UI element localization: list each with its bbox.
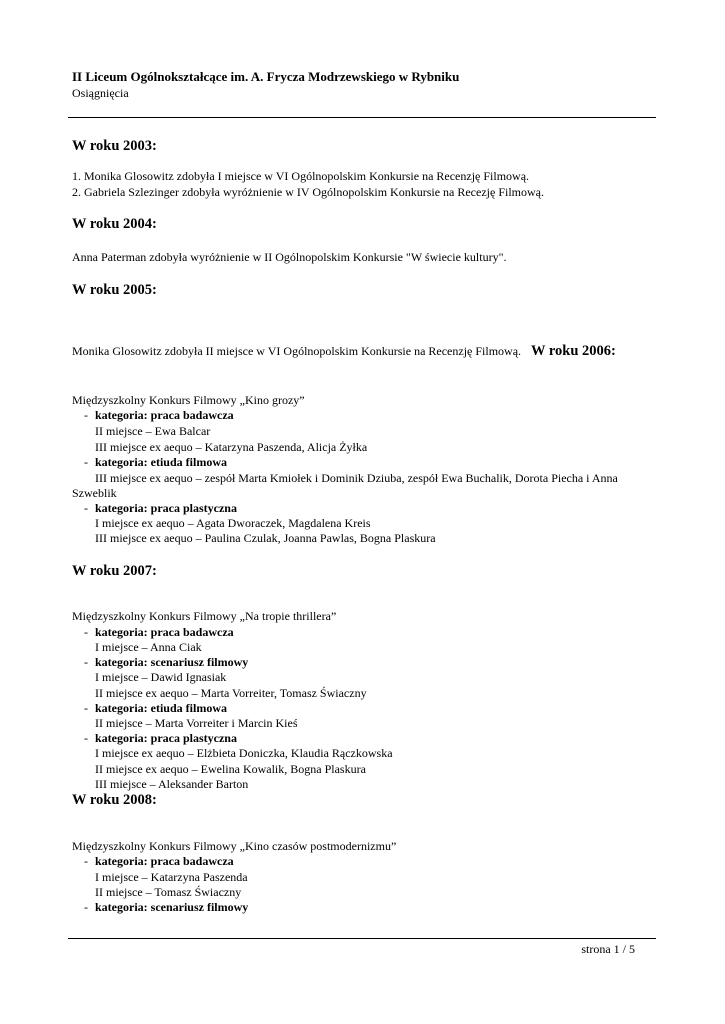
result-2006-1-1: II miejsce – Ewa Balcar [95,424,211,438]
heading-2003: W roku 2003: [72,138,157,154]
category-2007-2: kategoria: scenariusz filmowy [95,655,249,669]
heading-2004: W roku 2004: [72,216,157,232]
result-2006-2-1: III miejsce ex aequo – zespół Marta Kmiołek i Dominik Dziuba, zespół Ewa Buchalik, Dorota Piecha i Anna [95,471,618,485]
result-2006-3-2: III miejsce ex aequo – Paulina Czulak, Joanna Pawlas, Bogna Plaskura [95,531,436,545]
item-2003-1: 1. Monika Glosowitz zdobyła I miejsce w VI Ogólnopolskim Konkursie na Recenzję Filmową. [72,169,530,183]
heading-2005: W roku 2005: [72,282,157,298]
category-2008-2: kategoria: scenariusz filmowy [95,900,249,914]
result-2007-2-1: I miejsce – Dawid Ignasiak [95,670,227,684]
result-2007-1-1: I miejsce – Anna Ciak [95,640,202,654]
category-2008-1: kategoria: praca badawcza [95,854,234,868]
bullet: - [84,408,88,422]
bullet: - [84,501,88,515]
bullet: - [84,655,88,669]
result-2007-2-2: II miejsce ex aequo – Marta Vorreiter, Tomasz Świaczny [95,686,367,700]
result-2007-4-3: III miejsce – Aleksander Barton [95,777,249,791]
result-2007-4-2: II miejsce ex aequo – Ewelina Kowalik, Bogna Plaskura [95,762,366,776]
contest-2007: Międzyszkolny Konkurs Filmowy „Na tropie thrillera” [72,609,337,623]
text-2004: Anna Paterman zdobyła wyróżnienie w II Ogólnopolskim Konkursie "W świecie kultury". [72,250,507,264]
page-number: strona 1 / 5 [581,942,635,956]
contest-2008: Międzyszkolny Konkurs Filmowy „Kino czasów postmodernizmu” [72,839,397,853]
bullet: - [84,455,88,469]
heading-2006: W roku 2006: [531,343,616,359]
category-2006-2: kategoria: etiuda filmowa [95,455,227,469]
category-2006-3: kategoria: praca plastyczna [95,501,237,515]
result-2006-1-2: III miejsce ex aequo – Katarzyna Paszenda, Alicja Żyłka [95,440,368,454]
heading-2007: W roku 2007: [72,563,157,579]
bullet: - [84,854,88,868]
contest-2006: Międzyszkolny Konkurs Filmowy „Kino grozy” [72,393,305,407]
page-header-title: II Liceum Ogólnokształcące im. A. Frycza Modrzewskiego w Rybniku [72,69,460,84]
footer-divider [68,938,656,939]
header-divider [68,117,656,118]
result-2006-3-1: I miejsce ex aequo – Agata Dworaczek, Magdalena Kreis [95,516,371,530]
bullet: - [84,701,88,715]
bullet: - [84,900,88,914]
result-2008-1-1: I miejsce – Katarzyna Paszenda [95,870,248,884]
result-2006-2-1-cont: Szweblik [72,486,117,500]
category-2007-3: kategoria: etiuda filmowa [95,701,227,715]
category-2007-1: kategoria: praca badawcza [95,625,234,639]
bullet: - [84,625,88,639]
result-2008-1-2: II miejsce – Tomasz Świaczny [95,885,242,899]
text-2005: Monika Glosowitz zdobyła II miejsce w VI Ogólnopolskim Konkursie na Recenzję Filmową. [72,344,522,358]
heading-2008: W roku 2008: [72,792,157,808]
result-2007-4-1: I miejsce ex aequo – Elżbieta Doniczka, Klaudia Rączkowska [95,746,393,760]
result-2007-3-1: II miejsce – Marta Vorreiter i Marcin Kieś [95,716,298,730]
page-header-subtitle: Osiągnięcia [72,86,129,100]
bullet: - [84,731,88,745]
category-2006-1: kategoria: praca badawcza [95,408,234,422]
category-2007-4: kategoria: praca plastyczna [95,731,237,745]
item-2003-2: 2. Gabriela Szlezinger zdobyła wyróżnienie w IV Ogólnopolskim Konkursie na Recezję Filmową. [72,185,544,199]
